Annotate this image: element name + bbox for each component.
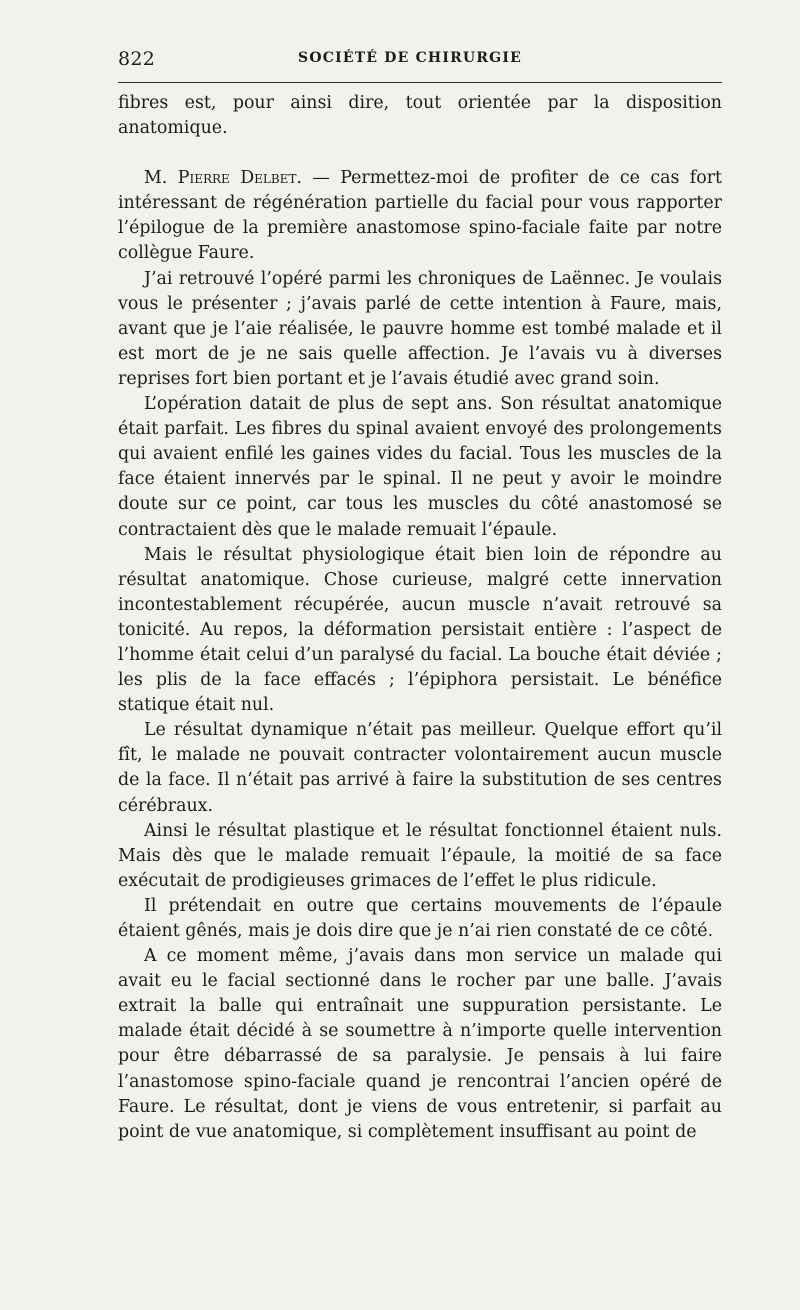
paragraph-6: Ainsi le résultat plastique et le résultat fonctionnel étaient nuls. Mais dès que le malade remuait l’épaule, la moitié de sa face exécutait de prodigieuses grimaces de l’effet le plus ridicule. <box>118 820 722 891</box>
paragraph-5: Le résultat dynamique n’était pas meilleur. Quelque effort qu’il fît, le malade ne pouvait contracter volontairement aucun muscle de la face. Il n’était pas arrivé à faire la substitution de ses centres cérébraux. <box>118 720 722 816</box>
continuation-paragraph: fibres est, pour ainsi dire, tout orientée par la disposition anatomique. <box>118 93 722 139</box>
running-header <box>118 48 722 78</box>
body-text <box>118 91 722 1145</box>
paragraph-speaker <box>118 166 722 266</box>
header-rule <box>118 82 722 83</box>
page-number: 822 <box>118 48 156 70</box>
speaker-prefix: M. <box>144 168 178 189</box>
journal-title: SOCIÉTÉ DE CHIRURGIE <box>298 50 522 66</box>
paragraph-3: L’opération datait de plus de sept ans. Son résultat anatomique était parfait. Les fibres du spinal avaient envoyé des prolongements qui avaient enfilé les gaines vides du facial. Tous les muscles de la face étaient innervés par le spinal. Il ne peut y avoir le moindre doute sur ce point, car tous les muscles du côté anastomosé se contractaient dès que le malade remuait l’épaule. <box>118 394 722 540</box>
paragraph-1-text: — Permettez-moi de profiter de ce cas fort intéressant de régénération partielle du facial pour vous rapporter l’épilogue de la première anastomose spino-faciale faite par notre collègue Faure. <box>118 168 723 264</box>
speaker-name: Pierre Delbet. <box>177 168 302 189</box>
paragraph-2: J’ai retrouvé l’opéré parmi les chroniques de Laënnec. Je voulais vous le présenter ; j’avais parlé de cette intention à Faure, mais, avant que je l’aie réalisée, le pauvre homme est tombé malade et il est mort de je ne sais quelle affection. Je l’avais vu à diverses reprises fort bien portant et je l’avais étudié avec grand soin. <box>118 268 722 389</box>
paragraph-4: Mais le résultat physiologique était bien loin de répondre au résultat anatomique. Chose curieuse, malgré cette innervation incontestablement récupérée, aucun muscle n’avait retrouvé sa tonicité. Au repos, la déformation persistait entière : l’aspect de l’homme était celui d’un paralysé du facial. La bouche était déviée ; les plis de la face effacés ; l’épiphora persistait. Le bénéfice statique était nul. <box>118 544 722 716</box>
paragraph-7: Il prétendait en outre que certains mouvements de l’épaule étaient gênés, mais je dois dire que je n’ai rien constaté de ce côté. <box>118 895 722 941</box>
paragraph-8: A ce moment même, j’avais dans mon service un malade qui avait eu le facial sectionné dans le rocher par une balle. J’avais extrait la balle qui entraînait une suppuration persistante. Le malade était décidé à se soumettre à n’importe quelle intervention pour être débarrassé de sa paralysie. Je pensais à lui faire l’anastomose spino-faciale quand je rencontrai l’ancien opéré de Faure. Le résultat, dont je viens de vous entretenir, si parfait au point de vue anatomique, si complètement insuffisant au point de <box>118 946 722 1142</box>
